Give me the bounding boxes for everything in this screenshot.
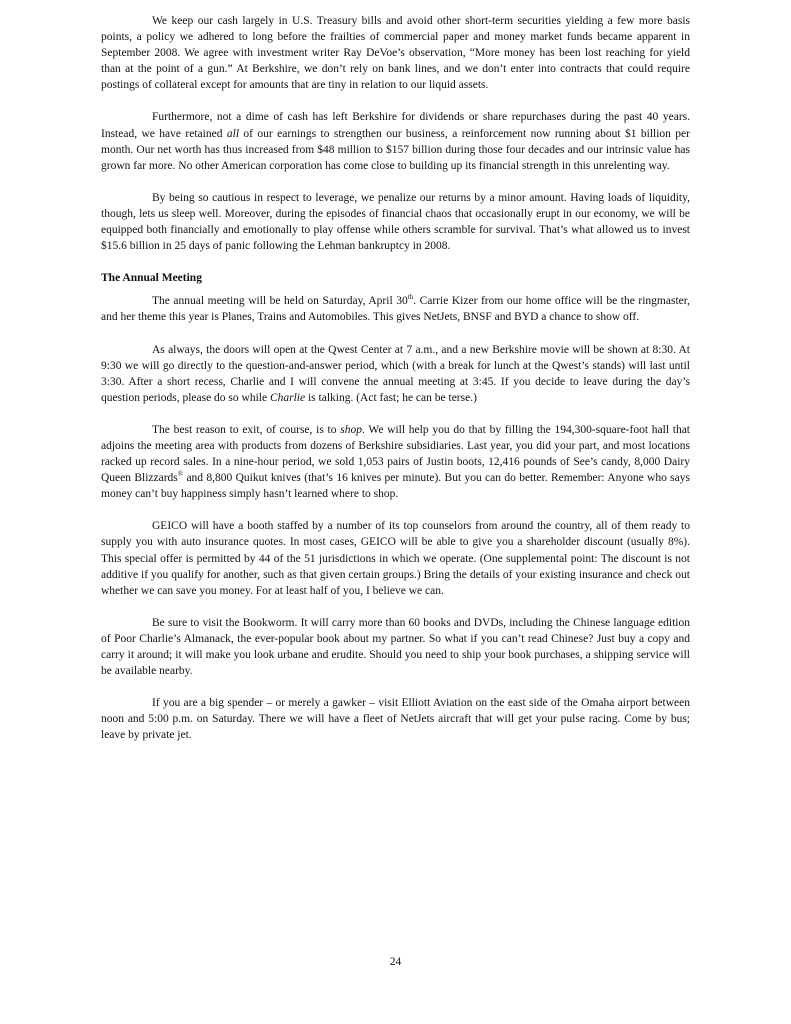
text-run: and 8,800 Quikut knives (that’s 16 knives per minute). But you can do better. Remember: Anyone who says money can’t buy happiness simply hasn’t learned where to shop. <box>101 472 690 501</box>
paragraph-retained-earnings <box>101 109 690 173</box>
text-run: Furthermore, not a dime of cash has left Berkshire for dividends or share repurchases during the past 40 years. Instead, we have retained <box>101 111 690 140</box>
text-run: As always, the doors will open at the Qwest Center at 7 a.m., and a new Berkshire movie will be shown at 8:30. At 9:30 we will go directly to the question-and-answer period, which (with a break for lunch at the Qwest’s stands) will last until 3:30. After a short recess, Charlie and I will convene the annual meeting at 3:45. If you decide to leave during the day’s question periods, please do so while <box>101 343 690 404</box>
text-run: is talking. (Act fast; he can be terse.) <box>305 391 477 404</box>
paragraph-bookworm: Be sure to visit the Bookworm. It will carry more than 60 books and DVDs, including the Chinese language edition of Poor Charlie’s Almanack, the ever-popular book about my partner. So what if you can’t read Chinese? Just buy a copy and carry it around; it will make you look urbane and erudite. Should you need to ship your book purchases, a shipping service will be available nearby. <box>101 616 690 678</box>
registered-mark: ® <box>177 470 184 479</box>
section-heading: The Annual Meeting <box>101 272 202 285</box>
text-run: The best reason to exit, of course, is to <box>152 423 341 436</box>
paragraph-schedule <box>101 342 690 406</box>
text-run: . We will help you do that by filling the 194,300-square-foot hall that adjoins the meeting area with products from dozens of Berkshire subsidiaries. Last year, you did your part, and most locations racked up record sales. In a nine-hour period, we sold 1,053 pairs of Justin boots, 12,416 pounds of See’s candy, 8,000 Dairy Queen Blizzards <box>101 423 690 485</box>
superscript-th: th <box>407 293 414 302</box>
paragraph-meeting-date <box>101 293 690 325</box>
text-run: . Carrie Kizer from our home office will be the ringmaster, and her theme this year is Planes, Trains and Automobiles. This gives NetJets, BNSF and BYD a chance to show off. <box>101 295 690 324</box>
paragraph-shopping <box>101 422 690 502</box>
paragraph-geico: GEICO will have a booth staffed by a number of its top counselors from around the country, all of them ready to supply you with auto insurance quotes. In most cases, GEICO will be able to give you a shareholder discount (usually 8%). This special offer is permitted by 44 of the 51 jurisdictions in which we operate. (One supplemental point: The discount is not additive if you qualify for another, such as that given certain groups.) Bring the details of your existing insurance and check out whether we can save you money. For at least half of you, I believe we can. <box>101 520 690 597</box>
paragraph-cash-policy: We keep our cash largely in U.S. Treasury bills and avoid other short-term securities yielding a few more basis points, a policy we adhered to long before the frailties of commercial paper and money market funds became apparent in September 2008. We agree with investment writer Ray DeVoe’s observation, “More money has been lost reaching for yield than at the point of a gun.” At Berkshire, we don’t rely on bank lines, and we don’t enter into contracts that could require postings of collateral except for amounts that are tiny in relation to our liquid assets. <box>101 15 690 92</box>
paragraph-leverage: By being so cautious in respect to leverage, we penalize our returns by a minor amount. Having loads of liquidity, though, lets us sleep well. Moreover, during the episodes of financial chaos that occasionally erupt in our economy, we will be equipped both financially and emotionally to play offense while others scramble for survival. That’s what allowed us to invest $15.6 billion in 25 days of panic following the Lehman bankruptcy in 2008. <box>101 191 690 253</box>
paragraph-aviation: If you are a big spender – or merely a gawker – visit Elliott Aviation on the east side of the Omaha airport between noon and 5:00 p.m. on Saturday. There we will have a fleet of NetJets aircraft that will get your pulse racing. Come by bus; leave by private jet. <box>101 697 690 742</box>
emphasis-shop: shop <box>340 423 362 436</box>
text-run: The annual meeting will be held on Saturday, April 30 <box>152 295 408 308</box>
emphasis-all: all <box>226 127 240 140</box>
emphasis-charlie: Charlie <box>269 391 306 404</box>
document-page <box>101 13 690 759</box>
page-number: 24 <box>389 956 402 968</box>
text-run: of our earnings to strengthen our business, a reinforcement now running about $1 billion per month. Our net worth has thus increased from $48 million to $157 billion during those four decades and our intrinsic value has grown far more. No other American corporation has come close to building up its financial strength in this unrelenting way. <box>101 127 690 172</box>
